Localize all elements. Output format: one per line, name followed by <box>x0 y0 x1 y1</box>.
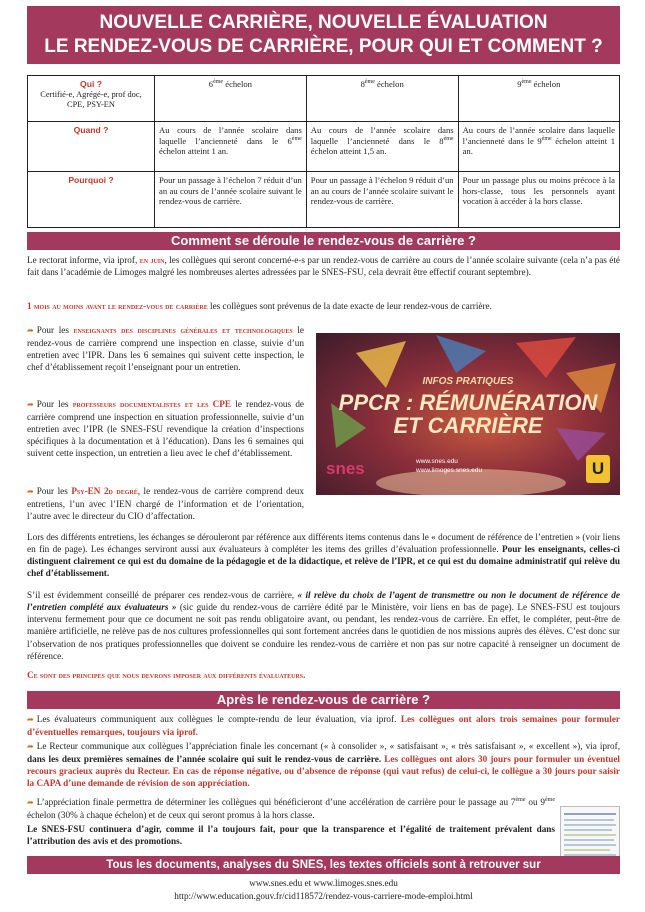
col-num: 9 <box>517 79 522 89</box>
paragraph-snes-fsu: Le SNES-FSU continuera d’agir, comme il l’a toujours fait, pour que la transparence et l’égalité de traitement prévalent dans l’attribution des avis et des promotions. <box>27 824 555 847</box>
table-row <box>28 122 620 172</box>
footer-links <box>27 877 620 903</box>
link-education-gouv[interactable]: http://www.education.gouv.fr/cid118572/rendez-vous-carriere-mode-emploi.html <box>174 891 473 901</box>
promo-title-line-2: ET CARRIÈRE <box>393 413 543 438</box>
promo-urls <box>416 457 482 475</box>
col-sup: ème <box>364 79 375 86</box>
col-word: échelon <box>533 79 561 89</box>
paragraph-preparation: S’il est évidemment conseillé de préparer ces rendez-vous de carrière, « il relève du choix de l’agent de transmettre ou non le document de référence de l’entretien complété aux évaluateurs » (sic guide du rendez-vous de carrière édité par le Ministère, voir liens en bas de page). Le SNES-FSU est toujours intervenu fermement pour que ce document ne soit pas rendu obligatoire avant, ou pendant, les rendez-vous de carrière. En effet, le compléter, peut-être de manière artificielle, ne relève pas de nos cultures professionnelles qui sont fortement ancrées dans le quotidien de nos missions auprès des élèves. C’est donc sur l’observation de nos pratiques professionnelles que doivent se conduire les rendez-vous de carrière et non pas sur notre capacité à renseigner un document de référence. <box>27 590 620 661</box>
qui-sub: Certifié-e, Agrégé-e, prof doc, CPE, PSY-EN <box>40 89 142 110</box>
promo-kicker: INFOS PRATIQUES <box>422 376 514 387</box>
section-heading-apres: Après le rendez-vous de carrière ? <box>27 691 620 709</box>
list-item-compte-rendu: ➦ Les évaluateurs communiquent aux collègues le compte-rendu de leur évaluation, via iprof. Les collègues ont alors trois semaines pour formuler d’éventuelles remarques, toujours via iprof. <box>27 714 620 737</box>
u-logo: U <box>586 455 610 483</box>
list-item-recteur: ➦ Le Recteur communique aux collègues l’appréciation finale les concernant (« à consolider », « satisfaisant », « très satisfaisant », « excellent »), via iprof, dans les deux premières semaines de l’année scolaire qui suit le rendez-vous de carrière. Les collègues ont alors 30 jours pour formuler un éventuel recours gracieux auprès du Recteur. En cas de réponse négative, ou d’absence de réponse (qui vaut refus) de celui-ci, le collègue a 30 jours pour saisir la CAPA d’une demande de révision de son appréciation. <box>27 741 620 788</box>
list-item-appreciation: ➦ L’appréciation finale permettra de déterminer les collègues qui bénéficieront d’une accélération de carrière pour le passage au 7ème ou 9ème échelon (30% à chaque échelon) et de ceux qui seront promus à la hors classe. <box>27 796 555 820</box>
arrow-icon: ➦ <box>27 487 34 496</box>
section-heading-comment: Comment se déroule le rendez-vous de carrière ? <box>27 232 620 250</box>
pourquoi-cell: Pour un passage à l’échelon 9 réduit d’un an au cours de l’année scolaire suivant le rendez-vous de carrière. <box>306 172 458 228</box>
list-item-enseignants: ➦ Pour les enseignants des disciplines générales et technologiques le rendez-vous de carrière comprend une inspection en classe, suivie d’un entretien avec l’IPR. Dans les 6 semaines qui suivent cette inspection, le chef d’établissement reçoit l’enseignant pour un entretien. <box>27 325 305 372</box>
col-sup: ème <box>521 79 532 86</box>
pourquoi-label: Pourquoi ? <box>28 172 155 228</box>
promo-title <box>336 391 600 437</box>
title-line-1: NOUVELLE CARRIÈRE, NOUVELLE ÉVALUATION <box>99 12 548 33</box>
career-table <box>27 75 620 228</box>
arrow-icon: ➦ <box>27 400 34 409</box>
snes-logo: snes <box>326 459 365 478</box>
promo-url-1: www.snes.edu <box>416 458 458 465</box>
paragraph-un-mois: 1 mois au moins avant le rendez-vous de carrière les collègues sont prévenus de la date exacte de leur rendez-vous de carrière. <box>27 301 492 311</box>
col-num: 6 <box>208 79 214 89</box>
paragraph-rectorat: Le rectorat informe, via iprof, en juin, les collègues qui seront concerné-e-s par un rendez-vous de carrière au cours de l’année scolaire suivante (cela n’a pas été fait dans l’académie de Limoges malgré les nombreuses alertes adressées par le SNES-FSU, cela devrait être effectif courant septembre). <box>27 255 620 278</box>
column-header <box>458 76 619 122</box>
col-word: échelon <box>377 79 404 89</box>
pourquoi-cell: Pour un passage à l’échelon 7 réduit d’un an au cours de l’année scolaire suivant le rendez-vous de carrière. <box>155 172 307 228</box>
promo-image-ppcr[interactable] <box>316 333 620 495</box>
list-item-documentalistes: ➦ Pour les professeurs documentalistes et les CPE le rendez-vous de carrière comprend une inspection en situation professionnelle, suivie d’un entretien avec l’IPR (le SNES-FSU revendique la création d’inspections spécifiques à la documentation et à l’éducation). Dans les 6 semaines qui suivent cette inspection, un entretien a lieu avec le chef d’établissement. <box>27 399 305 458</box>
footer-banner: Tous les documents, analyses du SNES, les textes officiels sont à retrouver sur <box>27 856 620 874</box>
arrow-icon: ➦ <box>27 798 34 807</box>
arrow-icon: ➦ <box>27 742 34 751</box>
title-banner <box>27 6 620 64</box>
quand-cell: Au cours de l’année scolaire dans laquelle l’ancienneté dans le 9ème échelon atteint 1 an. <box>458 122 619 172</box>
column-header <box>155 76 307 122</box>
pourquoi-cell: Pour un passage plus ou moins précoce à la hors-classe, tous les personnels ayant vocation à accéder à la hors classe. <box>458 172 619 228</box>
promo-title-line-1: PPCR : RÉMUNÉRATION <box>338 390 598 415</box>
table-row <box>28 172 620 228</box>
title-line-2: LE RENDEZ-VOUS DE CARRIÈRE, POUR QUI ET COMMENT ? <box>44 36 603 57</box>
promo-url-2: www.limoges.snes.edu <box>416 467 483 474</box>
paragraph-entretiens: Lors des différents entretiens, les échanges se dérouleront par référence aux différents items contenus dans le « document de référence de l’entretien » (voir liens en fin de page). Les échanges serviront aussi aux évaluateurs à compléter les items des grilles d’évaluation professionnelle. Pour les enseignants, celles-ci distinguent clairement ce qui est du domaine de la pédagogie et de la didactique, et relève de l’IPR, et ce qui est du domaine administratif qui relève du chef d’établissement. <box>27 532 620 579</box>
quand-label: Quand ? <box>28 122 155 172</box>
qui-cell <box>28 76 155 122</box>
list-item-psy-en: ➦ Pour les Psy-EN 2d degré, le rendez-vous de carrière comprend deux entretiens, l’un avec l’IEN chargé de l’information et de l’orientation, l’autre avec le directeur du CIO d’affectation. <box>27 486 304 521</box>
col-num: 8 <box>360 79 365 89</box>
column-header <box>306 76 458 122</box>
col-sup: ème <box>213 79 224 86</box>
quand-cell: Au cours de l’année scolaire dans laquelle l’ancienneté dans le 6ème échelon atteint 1 an. <box>155 122 307 172</box>
link-snes-sites[interactable]: www.snes.edu et www.limoges.snes.edu <box>249 878 398 888</box>
quand-cell: Au cours de l’année scolaire dans laquelle l’ancienneté dans le 8ème échelon atteint 1,5 an. <box>306 122 458 172</box>
arrow-icon: ➦ <box>27 326 34 335</box>
qui-label: Qui ? <box>80 79 102 89</box>
col-word: échelon <box>225 79 252 89</box>
table-row <box>28 76 620 122</box>
arrow-icon: ➦ <box>27 715 34 724</box>
paragraph-principes: Ce sont des principes que nous devrons imposer aux différents évaluateurs. <box>27 670 306 680</box>
